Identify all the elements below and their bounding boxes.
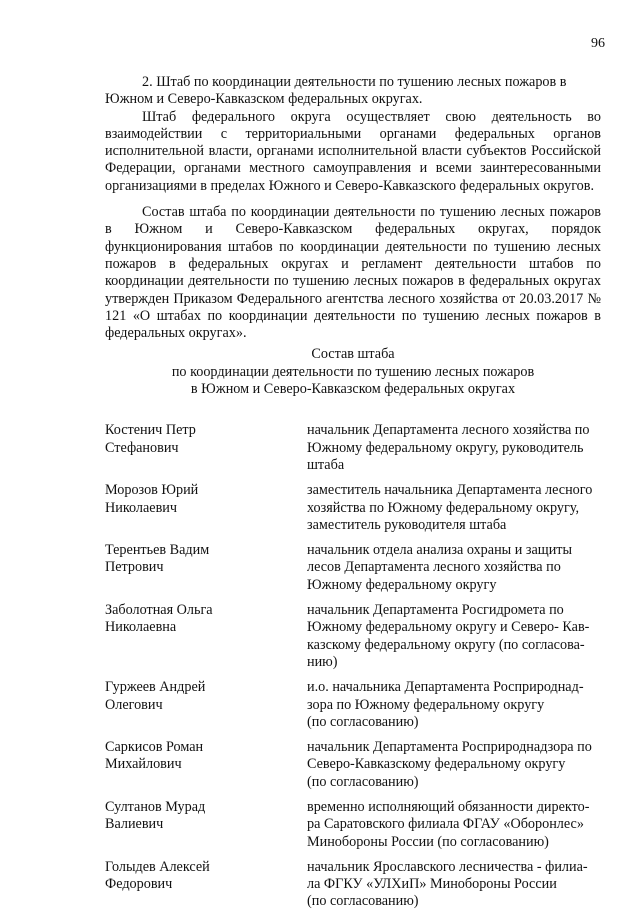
staff-members-list (105, 422, 601, 910)
member-role-line: ла ФГКУ «УЛХиП» Минобороны России (307, 876, 557, 893)
member-name (105, 422, 307, 474)
composition-title-line: Состав штаба (311, 346, 395, 363)
member-name (105, 542, 307, 594)
member-role-line: (по согласованию) (307, 893, 419, 910)
member-name-line: Костенич Петр (105, 422, 196, 439)
member-role-line: Южному федеральному округу, руководитель (307, 439, 584, 456)
member-name-line: Федорович (105, 876, 173, 893)
staff-member (105, 739, 601, 791)
member-role-line: заместитель руководителя штаба (307, 516, 507, 533)
composition-title-line: в Южном и Северо-Кавказском федеральных округах (190, 381, 516, 398)
member-name-line: Терентьев Вадим (105, 542, 210, 559)
member-name-line: Михайлович (105, 756, 182, 773)
member-role-line: ра Саратовского филиала ФГАУ «Оборонлес» (307, 816, 584, 833)
member-role-line: начальник Ярославского лесничества - филиа- (307, 858, 588, 875)
member-name (105, 739, 307, 791)
composition-title-line: по координации деятельности по тушению лесных пожаров (171, 363, 535, 380)
member-name-line: Николаевна (105, 619, 177, 636)
document-body (105, 74, 601, 919)
member-name-line: Султанов Мурад (105, 798, 206, 815)
page-number: 96 (591, 36, 605, 51)
member-name-line: Николаевич (105, 499, 178, 516)
member-name-line: Петрович (105, 559, 164, 576)
member-role-line: начальник Департамента Росгидромета по (307, 602, 564, 619)
member-role (307, 799, 601, 851)
member-name-line: Голыдев Алексей (105, 858, 210, 875)
composition-title (105, 346, 601, 398)
member-role-line: Минобороны России (по согласованию) (307, 833, 549, 850)
member-role-line: начальник Департамента лесного хозяйства по (307, 422, 590, 439)
member-role-line: начальник Департамента Росприроднадзора по (307, 739, 592, 756)
section-heading-line: Южном и Северо-Кавказском федеральных округах. (105, 91, 423, 108)
member-role-line: Северо-Кавказскому федеральному округу (307, 756, 566, 773)
member-role (307, 859, 601, 911)
member-role (307, 739, 601, 791)
member-role (307, 602, 601, 671)
staff-member (105, 679, 601, 731)
member-name (105, 799, 307, 851)
staff-member (105, 542, 601, 594)
member-role-line: нию) (307, 653, 338, 670)
member-role-line: (по согласованию) (307, 773, 419, 790)
member-role-line: хозяйства по Южному федеральному округу, (307, 499, 579, 516)
member-name (105, 859, 307, 911)
staff-member (105, 859, 601, 911)
member-name (105, 482, 307, 534)
member-role-line: казскому федеральному округу (по согласова- (307, 636, 585, 653)
member-name-line: Гуржеев Андрей (105, 679, 206, 696)
member-role-line: Южному федеральному округу и Северо- Кав- (307, 619, 590, 636)
staff-member (105, 799, 601, 851)
member-role-line: зора по Южному федеральному округу (307, 696, 545, 713)
section-heading-line: 2. Штаб по координации деятельности по тушению лесных пожаров в (142, 74, 567, 90)
member-role-line: и.о. начальника Департамента Росприроднад- (307, 679, 584, 696)
member-name-line: Заболотная Ольга (105, 602, 213, 619)
staff-member (105, 482, 601, 534)
member-role-line: лесов Департамента лесного хозяйства по (307, 559, 561, 576)
member-name-line: Саркисов Роман (105, 739, 204, 756)
member-name (105, 602, 307, 671)
member-name (105, 679, 307, 731)
member-role-line: заместитель начальника Департамента лесного (307, 482, 593, 499)
member-role (307, 679, 601, 731)
member-role-line: штаба (307, 456, 345, 473)
member-name-line: Стефанович (105, 439, 179, 456)
member-role-line: временно исполняющий обязанности директо- (307, 798, 590, 815)
staff-member (105, 422, 601, 474)
member-role-line: начальник отдела анализа охраны и защиты (307, 542, 573, 559)
staff-member (105, 602, 601, 671)
member-role (307, 422, 601, 474)
member-name-line: Олегович (105, 696, 163, 713)
section-heading (105, 74, 601, 109)
member-role-line: (по согласованию) (307, 713, 419, 730)
member-name-line: Морозов Юрий (105, 482, 199, 499)
member-role (307, 542, 601, 594)
paragraph-staff-order: Состав штаба по координации деятельности по тушению лесных пожаров в Южном и Северо-Кавказском федеральных округах, порядок функционирования штабов по координации деятельности по тушению лесных пожаров в федеральных округах и регламент деятельности штабов по координации деятельности по тушению лесных пожаров в федеральных округах утвержден Приказом Федерального агентства лесного хозяйства от 20.03.2017 № 121 «О штабах по координации деятельности по тушению лесных пожаров в федеральных округах». (105, 204, 601, 342)
member-name-line: Валиевич (105, 816, 164, 833)
member-role (307, 482, 601, 534)
paragraph-staff-interaction: Штаб федерального округа осуществляет свою деятельность во взаимодействии с территориальными органами федеральных органов исполнительной власти, органами исполнительной власти субъектов Российской Федерации, органами местного самоуправления и всеми заинтересованными организациями в пределах Южного и Северо-Кавказского федеральных округов. (105, 108, 601, 194)
member-role-line: Южному федеральному округу (307, 576, 497, 593)
